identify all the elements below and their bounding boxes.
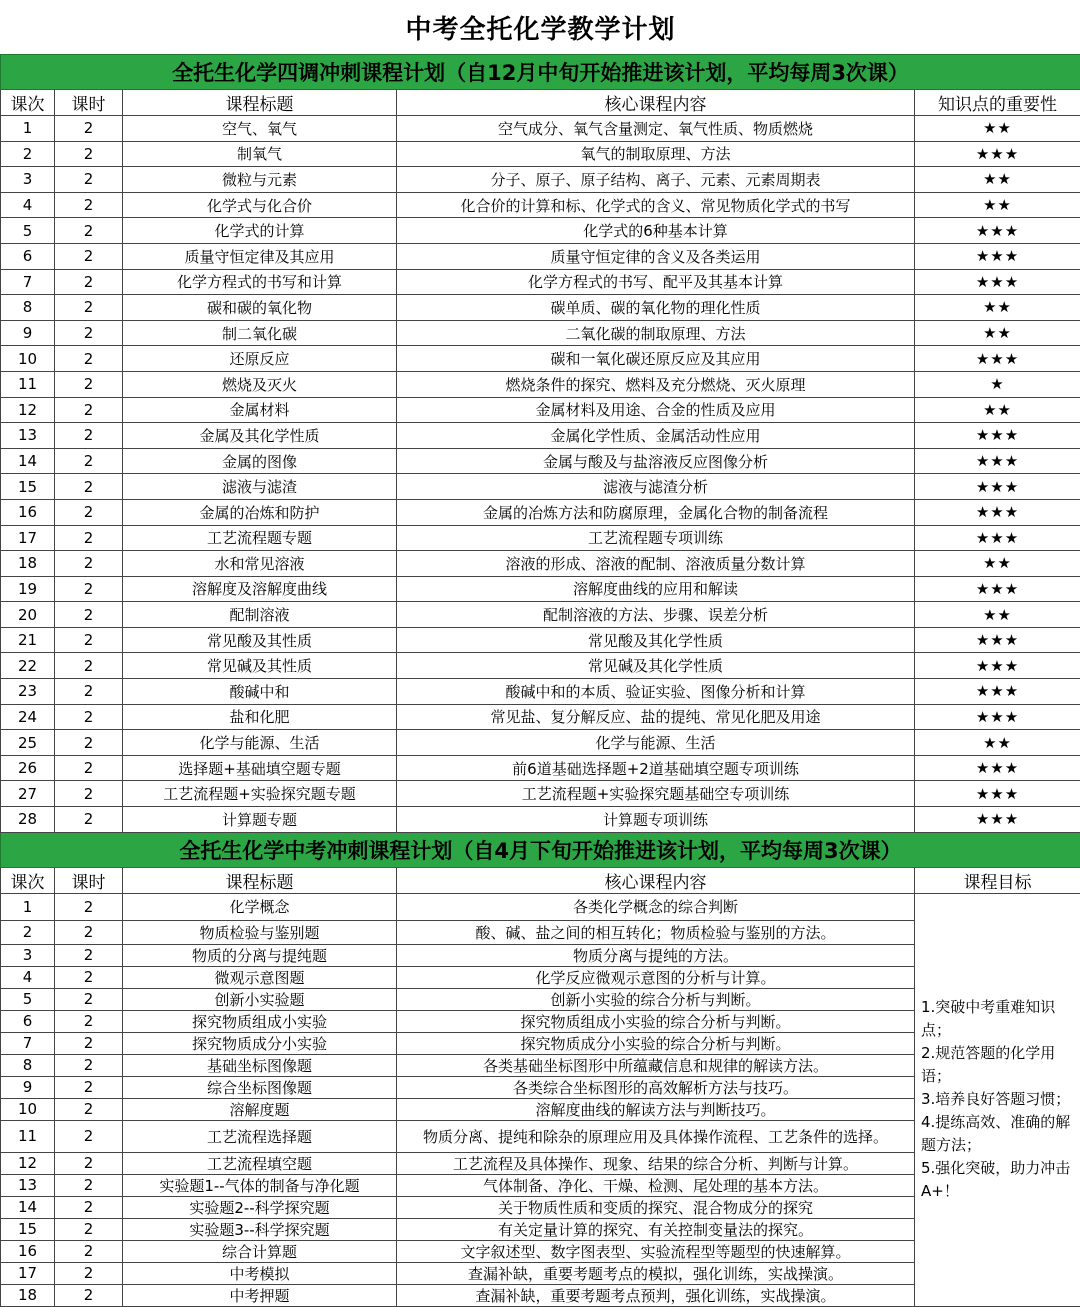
cell-core-content: 气体制备、净化、干燥、检测、尾处理的基本方法。 bbox=[397, 1174, 915, 1196]
cell-core-content: 溶液的形成、溶液的配制、溶液质量分数计算 bbox=[397, 551, 915, 577]
cell-core-content: 分子、原子、原子结构、离子、元素、元素周期表 bbox=[397, 167, 915, 193]
table-row bbox=[1, 269, 1080, 295]
cell-course-title: 金属的冶炼和防护 bbox=[123, 499, 397, 525]
cell-core-content: 有关定量计算的探究、有关控制变量法的探究。 bbox=[397, 1218, 915, 1240]
table-row bbox=[1, 755, 1080, 781]
course-goal-item: 5.强化突破，助力冲击A+！ bbox=[921, 1157, 1074, 1203]
cell-hours: 2 bbox=[55, 1240, 123, 1262]
cell-importance-stars: ★★★ bbox=[915, 627, 1080, 653]
section1-banner-row bbox=[1, 55, 1080, 90]
header-core-content: 核心课程内容 bbox=[397, 90, 915, 116]
cell-hours: 2 bbox=[55, 269, 123, 295]
cell-hours: 2 bbox=[55, 525, 123, 551]
header-course-title: 课程标题 bbox=[123, 90, 397, 116]
cell-lesson-no: 10 bbox=[1, 1098, 55, 1120]
cell-lesson-no: 23 bbox=[1, 679, 55, 705]
cell-lesson-no: 27 bbox=[1, 781, 55, 807]
cell-core-content: 各类化学概念的综合判断 bbox=[397, 893, 915, 920]
cell-course-title: 微粒与元素 bbox=[123, 167, 397, 193]
cell-hours: 2 bbox=[55, 499, 123, 525]
table-row bbox=[1, 499, 1080, 525]
cell-importance-stars: ★★★ bbox=[915, 653, 1080, 679]
cell-lesson-no: 18 bbox=[1, 1284, 55, 1306]
section2-title: 全托生化学中考冲刺课程计划（自4月下旬开始推进该计划，平均每周3次课） bbox=[1, 832, 1080, 867]
page-title: 中考全托化学教学计划 bbox=[1, 0, 1080, 55]
cell-course-title: 探究物质成分小实验 bbox=[123, 1032, 397, 1054]
cell-lesson-no: 14 bbox=[1, 448, 55, 474]
cell-core-content: 溶解度曲线的解读方法与判断技巧。 bbox=[397, 1098, 915, 1120]
cell-core-content: 探究物质组成小实验的综合分析与判断。 bbox=[397, 1010, 915, 1032]
cell-core-content: 查漏补缺，重要考题考点预判，强化训练，实战操演。 bbox=[397, 1284, 915, 1306]
cell-hours: 2 bbox=[55, 966, 123, 988]
cell-hours: 2 bbox=[55, 141, 123, 167]
cell-importance-stars: ★★ bbox=[915, 295, 1080, 321]
cell-hours: 2 bbox=[55, 679, 123, 705]
cell-course-title: 工艺流程题专题 bbox=[123, 525, 397, 551]
cell-core-content: 物质分离与提纯的方法。 bbox=[397, 944, 915, 966]
cell-lesson-no: 17 bbox=[1, 525, 55, 551]
cell-course-title: 实验题3--科学探究题 bbox=[123, 1218, 397, 1240]
cell-importance-stars: ★★★ bbox=[915, 218, 1080, 244]
cell-course-title: 酸碱中和 bbox=[123, 679, 397, 705]
cell-lesson-no: 16 bbox=[1, 499, 55, 525]
cell-course-title: 基础坐标图像题 bbox=[123, 1054, 397, 1076]
cell-hours: 2 bbox=[55, 116, 123, 142]
table-row bbox=[1, 320, 1080, 346]
cell-course-title: 实验题1--气体的制备与净化题 bbox=[123, 1174, 397, 1196]
cell-lesson-no: 5 bbox=[1, 218, 55, 244]
cell-course-title: 化学式与化合价 bbox=[123, 192, 397, 218]
cell-lesson-no: 5 bbox=[1, 988, 55, 1010]
cell-course-title: 水和常见溶液 bbox=[123, 551, 397, 577]
cell-core-content: 常见酸及其化学性质 bbox=[397, 627, 915, 653]
cell-core-content: 化学反应微观示意图的分析与计算。 bbox=[397, 966, 915, 988]
cell-hours: 2 bbox=[55, 988, 123, 1010]
cell-core-content: 文字叙述型、数字图表型、实验流程型等题型的快速解算。 bbox=[397, 1240, 915, 1262]
cell-hours: 2 bbox=[55, 397, 123, 423]
cell-importance-stars: ★★★ bbox=[915, 755, 1080, 781]
header-course-title: 课程标题 bbox=[123, 867, 397, 893]
cell-core-content: 各类综合坐标图形的高效解析方法与技巧。 bbox=[397, 1076, 915, 1098]
cell-hours: 2 bbox=[55, 295, 123, 321]
cell-core-content: 空气成分、氧气含量测定、氧气性质、物质燃烧 bbox=[397, 116, 915, 142]
course-goal-item: 1.突破中考重难知识点； bbox=[921, 996, 1074, 1042]
cell-core-content: 配制溶液的方法、步骤、误差分析 bbox=[397, 602, 915, 628]
cell-lesson-no: 4 bbox=[1, 192, 55, 218]
cell-importance-stars: ★★★ bbox=[915, 499, 1080, 525]
cell-lesson-no: 26 bbox=[1, 755, 55, 781]
cell-course-title: 化学概念 bbox=[123, 893, 397, 920]
cell-course-title: 溶解度及溶解度曲线 bbox=[123, 576, 397, 602]
cell-course-title: 工艺流程题+实验探究题专题 bbox=[123, 781, 397, 807]
cell-hours: 2 bbox=[55, 474, 123, 500]
cell-importance-stars: ★★ bbox=[915, 167, 1080, 193]
table-row bbox=[1, 243, 1080, 269]
cell-lesson-no: 24 bbox=[1, 704, 55, 730]
cell-course-title: 金属材料 bbox=[123, 397, 397, 423]
cell-importance-stars: ★★★ bbox=[915, 807, 1080, 833]
cell-hours: 2 bbox=[55, 1010, 123, 1032]
cell-importance-stars: ★★ bbox=[915, 551, 1080, 577]
cell-course-title: 化学方程式的书写和计算 bbox=[123, 269, 397, 295]
cell-lesson-no: 13 bbox=[1, 423, 55, 449]
section1-title: 全托生化学四调冲刺课程计划（自12月中旬开始推进该计划，平均每周3次课） bbox=[1, 55, 1080, 90]
cell-core-content: 工艺流程题+实验探究题基础空专项训练 bbox=[397, 781, 915, 807]
header-importance: 知识点的重要性 bbox=[915, 90, 1080, 116]
cell-importance-stars: ★★★ bbox=[915, 704, 1080, 730]
table-row bbox=[1, 525, 1080, 551]
cell-hours: 2 bbox=[55, 371, 123, 397]
cell-importance-stars: ★★★ bbox=[915, 346, 1080, 372]
cell-core-content: 各类基础坐标图形中所蕴藏信息和规律的解读方法。 bbox=[397, 1054, 915, 1076]
cell-lesson-no: 12 bbox=[1, 397, 55, 423]
header-core-content: 核心课程内容 bbox=[397, 867, 915, 893]
cell-lesson-no: 7 bbox=[1, 269, 55, 295]
cell-hours: 2 bbox=[55, 755, 123, 781]
cell-hours: 2 bbox=[55, 1120, 123, 1152]
cell-course-title: 综合坐标图像题 bbox=[123, 1076, 397, 1098]
cell-lesson-no: 14 bbox=[1, 1196, 55, 1218]
cell-core-content: 常见盐、复分解反应、盐的提纯、常见化肥及用途 bbox=[397, 704, 915, 730]
cell-core-content: 碳单质、碳的氧化物的理化性质 bbox=[397, 295, 915, 321]
cell-core-content: 二氧化碳的制取原理、方法 bbox=[397, 320, 915, 346]
cell-course-title: 常见酸及其性质 bbox=[123, 627, 397, 653]
cell-core-content: 燃烧条件的探究、燃料及充分燃烧、灭火原理 bbox=[397, 371, 915, 397]
cell-lesson-no: 22 bbox=[1, 653, 55, 679]
cell-lesson-no: 1 bbox=[1, 893, 55, 920]
cell-course-title: 金属及其化学性质 bbox=[123, 423, 397, 449]
cell-hours: 2 bbox=[55, 448, 123, 474]
cell-hours: 2 bbox=[55, 346, 123, 372]
table-row bbox=[1, 397, 1080, 423]
table-row bbox=[1, 781, 1080, 807]
cell-hours: 2 bbox=[55, 1174, 123, 1196]
cell-hours: 2 bbox=[55, 551, 123, 577]
cell-hours: 2 bbox=[55, 893, 123, 920]
cell-course-title: 碳和碳的氧化物 bbox=[123, 295, 397, 321]
cell-hours: 2 bbox=[55, 704, 123, 730]
cell-lesson-no: 12 bbox=[1, 1152, 55, 1174]
cell-course-title: 中考模拟 bbox=[123, 1262, 397, 1284]
cell-importance-stars: ★★ bbox=[915, 192, 1080, 218]
cell-core-content: 关于物质性质和变质的探究、混合物成分的探究 bbox=[397, 1196, 915, 1218]
cell-hours: 2 bbox=[55, 1196, 123, 1218]
cell-lesson-no: 18 bbox=[1, 551, 55, 577]
cell-lesson-no: 28 bbox=[1, 807, 55, 833]
cell-importance-stars: ★★★ bbox=[915, 679, 1080, 705]
section2-header-row bbox=[1, 867, 1080, 893]
cell-core-content: 探究物质成分小实验的综合分析与判断。 bbox=[397, 1032, 915, 1054]
cell-course-title: 工艺流程选择题 bbox=[123, 1120, 397, 1152]
cell-core-content: 工艺流程及具体操作、现象、结果的综合分析、判断与计算。 bbox=[397, 1152, 915, 1174]
cell-lesson-no: 2 bbox=[1, 141, 55, 167]
title-row bbox=[1, 0, 1080, 55]
cell-course-title: 滤液与滤渣 bbox=[123, 474, 397, 500]
table-row bbox=[1, 730, 1080, 756]
cell-hours: 2 bbox=[55, 1054, 123, 1076]
table-row bbox=[1, 448, 1080, 474]
cell-lesson-no: 20 bbox=[1, 602, 55, 628]
cell-importance-stars: ★★★ bbox=[915, 474, 1080, 500]
cell-lesson-no: 17 bbox=[1, 1262, 55, 1284]
table-row bbox=[1, 218, 1080, 244]
cell-importance-stars: ★★★ bbox=[915, 423, 1080, 449]
cell-importance-stars: ★★★ bbox=[915, 243, 1080, 269]
cell-hours: 2 bbox=[55, 423, 123, 449]
cell-lesson-no: 4 bbox=[1, 966, 55, 988]
cell-hours: 2 bbox=[55, 944, 123, 966]
cell-hours: 2 bbox=[55, 1284, 123, 1306]
cell-importance-stars: ★★★ bbox=[915, 525, 1080, 551]
cell-course-title: 燃烧及灭火 bbox=[123, 371, 397, 397]
header-hours: 课时 bbox=[55, 867, 123, 893]
cell-core-content: 化学与能源、生活 bbox=[397, 730, 915, 756]
cell-core-content: 质量守恒定律的含义及各类运用 bbox=[397, 243, 915, 269]
cell-course-title: 制二氧化碳 bbox=[123, 320, 397, 346]
cell-lesson-no: 8 bbox=[1, 295, 55, 321]
cell-hours: 2 bbox=[55, 320, 123, 346]
cell-course-title: 综合计算题 bbox=[123, 1240, 397, 1262]
cell-hours: 2 bbox=[55, 653, 123, 679]
cell-hours: 2 bbox=[55, 192, 123, 218]
cell-course-title: 配制溶液 bbox=[123, 602, 397, 628]
table-row bbox=[1, 116, 1080, 142]
cell-lesson-no: 9 bbox=[1, 320, 55, 346]
cell-importance-stars: ★★ bbox=[915, 116, 1080, 142]
cell-hours: 2 bbox=[55, 920, 123, 944]
cell-course-title: 计算题专题 bbox=[123, 807, 397, 833]
cell-hours: 2 bbox=[55, 1152, 123, 1174]
cell-core-content: 氧气的制取原理、方法 bbox=[397, 141, 915, 167]
cell-core-content: 溶解度曲线的应用和解读 bbox=[397, 576, 915, 602]
cell-lesson-no: 15 bbox=[1, 474, 55, 500]
cell-hours: 2 bbox=[55, 807, 123, 833]
table-row bbox=[1, 192, 1080, 218]
cell-hours: 2 bbox=[55, 627, 123, 653]
table-row bbox=[1, 295, 1080, 321]
cell-course-title: 选择题+基础填空题专题 bbox=[123, 755, 397, 781]
section2-banner-row bbox=[1, 832, 1080, 867]
course-goal-item: 3.培养良好答题习惯； bbox=[921, 1088, 1074, 1111]
cell-importance-stars: ★★★ bbox=[915, 576, 1080, 602]
cell-hours: 2 bbox=[55, 167, 123, 193]
table-row bbox=[1, 576, 1080, 602]
course-goal-item: 4.提练高效、准确的解题方法； bbox=[921, 1111, 1074, 1157]
cell-core-content: 化学方程式的书写、配平及其基本计算 bbox=[397, 269, 915, 295]
cell-course-title: 溶解度题 bbox=[123, 1098, 397, 1120]
cell-hours: 2 bbox=[55, 1262, 123, 1284]
cell-course-title: 常见碱及其性质 bbox=[123, 653, 397, 679]
cell-hours: 2 bbox=[55, 1076, 123, 1098]
cell-core-content: 碳和一氧化碳还原反应及其应用 bbox=[397, 346, 915, 372]
cell-course-title: 盐和化肥 bbox=[123, 704, 397, 730]
cell-course-title: 质量守恒定律及其应用 bbox=[123, 243, 397, 269]
cell-course-title: 金属的图像 bbox=[123, 448, 397, 474]
cell-lesson-no: 8 bbox=[1, 1054, 55, 1076]
table-row bbox=[1, 679, 1080, 705]
table-row bbox=[1, 627, 1080, 653]
header-lesson-no: 课次 bbox=[1, 90, 55, 116]
cell-importance-stars: ★ bbox=[915, 371, 1080, 397]
cell-lesson-no: 6 bbox=[1, 1010, 55, 1032]
cell-hours: 2 bbox=[55, 1218, 123, 1240]
cell-core-content: 金属材料及用途、合金的性质及应用 bbox=[397, 397, 915, 423]
cell-lesson-no: 1 bbox=[1, 116, 55, 142]
cell-importance-stars: ★★ bbox=[915, 730, 1080, 756]
cell-course-title: 物质检验与鉴别题 bbox=[123, 920, 397, 944]
course-goal-item: 2.规范答题的化学用语； bbox=[921, 1042, 1074, 1088]
cell-course-title: 空气、氧气 bbox=[123, 116, 397, 142]
cell-core-content: 查漏补缺，重要考题考点的模拟，强化训练，实战操演。 bbox=[397, 1262, 915, 1284]
cell-hours: 2 bbox=[55, 576, 123, 602]
cell-hours: 2 bbox=[55, 602, 123, 628]
cell-hours: 2 bbox=[55, 243, 123, 269]
table-row bbox=[1, 474, 1080, 500]
table-row bbox=[1, 167, 1080, 193]
cell-course-title: 实验题2--科学探究题 bbox=[123, 1196, 397, 1218]
cell-lesson-no: 11 bbox=[1, 371, 55, 397]
cell-core-content: 酸、碱、盐之间的相互转化；物质检验与鉴别的方法。 bbox=[397, 920, 915, 944]
cell-lesson-no: 15 bbox=[1, 1218, 55, 1240]
cell-importance-stars: ★★ bbox=[915, 602, 1080, 628]
cell-course-title: 制氧气 bbox=[123, 141, 397, 167]
cell-core-content: 创新小实验的综合分析与判断。 bbox=[397, 988, 915, 1010]
cell-lesson-no: 25 bbox=[1, 730, 55, 756]
cell-importance-stars: ★★★ bbox=[915, 448, 1080, 474]
cell-course-title: 探究物质组成小实验 bbox=[123, 1010, 397, 1032]
table-row bbox=[1, 423, 1080, 449]
cell-lesson-no: 6 bbox=[1, 243, 55, 269]
cell-core-content: 酸碱中和的本质、验证实验、图像分析和计算 bbox=[397, 679, 915, 705]
cell-core-content: 金属化学性质、金属活动性应用 bbox=[397, 423, 915, 449]
cell-course-title: 化学与能源、生活 bbox=[123, 730, 397, 756]
cell-lesson-no: 9 bbox=[1, 1076, 55, 1098]
cell-core-content: 前6道基础选择题+2道基础填空题专项训练 bbox=[397, 755, 915, 781]
cell-lesson-no: 10 bbox=[1, 346, 55, 372]
cell-lesson-no: 16 bbox=[1, 1240, 55, 1262]
cell-hours: 2 bbox=[55, 781, 123, 807]
cell-lesson-no: 3 bbox=[1, 944, 55, 966]
cell-importance-stars: ★★★ bbox=[915, 141, 1080, 167]
cell-hours: 2 bbox=[55, 218, 123, 244]
cell-course-title: 还原反应 bbox=[123, 346, 397, 372]
table-row bbox=[1, 704, 1080, 730]
cell-core-content: 常见碱及其化学性质 bbox=[397, 653, 915, 679]
table-row bbox=[1, 602, 1080, 628]
table-row bbox=[1, 807, 1080, 833]
cell-lesson-no: 7 bbox=[1, 1032, 55, 1054]
cell-course-title: 中考押题 bbox=[123, 1284, 397, 1306]
cell-course-title: 微观示意图题 bbox=[123, 966, 397, 988]
cell-course-title: 物质的分离与提纯题 bbox=[123, 944, 397, 966]
cell-core-content: 化合价的计算和标、化学式的含义、常见物质化学式的书写 bbox=[397, 192, 915, 218]
cell-core-content: 金属与酸及与盐溶液反应图像分析 bbox=[397, 448, 915, 474]
course-goals-cell bbox=[915, 893, 1080, 1306]
cell-hours: 2 bbox=[55, 1098, 123, 1120]
cell-importance-stars: ★★ bbox=[915, 397, 1080, 423]
cell-lesson-no: 19 bbox=[1, 576, 55, 602]
cell-hours: 2 bbox=[55, 1032, 123, 1054]
cell-core-content: 计算题专项训练 bbox=[397, 807, 915, 833]
table-row bbox=[1, 551, 1080, 577]
cell-lesson-no: 11 bbox=[1, 1120, 55, 1152]
cell-lesson-no: 2 bbox=[1, 920, 55, 944]
header-hours: 课时 bbox=[55, 90, 123, 116]
cell-lesson-no: 3 bbox=[1, 167, 55, 193]
cell-core-content: 工艺流程题专项训练 bbox=[397, 525, 915, 551]
cell-core-content: 金属的冶炼方法和防腐原理，金属化合物的制备流程 bbox=[397, 499, 915, 525]
cell-core-content: 滤液与滤渣分析 bbox=[397, 474, 915, 500]
cell-core-content: 化学式的6种基本计算 bbox=[397, 218, 915, 244]
cell-course-title: 创新小实验题 bbox=[123, 988, 397, 1010]
cell-lesson-no: 21 bbox=[1, 627, 55, 653]
cell-course-title: 工艺流程填空题 bbox=[123, 1152, 397, 1174]
cell-core-content: 物质分离、提纯和除杂的原理应用及具体操作流程、工艺条件的选择。 bbox=[397, 1120, 915, 1152]
table-row bbox=[1, 346, 1080, 372]
section1-header-row bbox=[1, 90, 1080, 116]
cell-hours: 2 bbox=[55, 730, 123, 756]
header-course-goal: 课程目标 bbox=[915, 867, 1080, 893]
cell-importance-stars: ★★★ bbox=[915, 781, 1080, 807]
cell-importance-stars: ★★★ bbox=[915, 269, 1080, 295]
header-lesson-no: 课次 bbox=[1, 867, 55, 893]
table-row bbox=[1, 893, 1080, 920]
cell-course-title: 化学式的计算 bbox=[123, 218, 397, 244]
table-row bbox=[1, 371, 1080, 397]
cell-lesson-no: 13 bbox=[1, 1174, 55, 1196]
table-row bbox=[1, 653, 1080, 679]
table-row bbox=[1, 141, 1080, 167]
cell-importance-stars: ★★ bbox=[915, 320, 1080, 346]
